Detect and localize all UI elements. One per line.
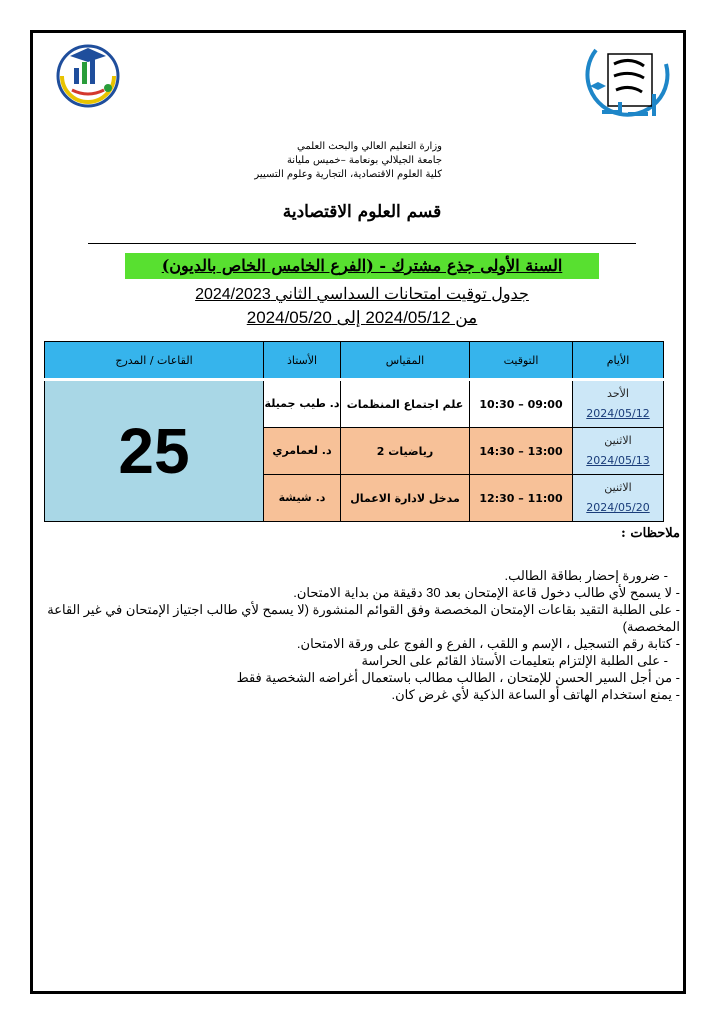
professor-cell: د. شيشة	[264, 475, 341, 522]
list-item: - لا يسمح لأي طالب دخول قاعة الإمتحان بعد 30 دقيقة من بداية الامتحان.	[293, 585, 680, 600]
notes-title: ملاحظات :	[621, 526, 680, 541]
list-item: - على الطلبة الإلتزام بتعليمات الأستاذ القائم على الحراسة	[361, 653, 668, 668]
period-title: من 2024/05/12 إلى 2024/05/20	[246, 308, 478, 327]
day-cell	[573, 428, 664, 475]
note-text: يمنع استخدام الهاتف أو الساعة الذكية لأي غرض كان.	[391, 687, 673, 702]
subject-cell: رياضيات 2	[341, 428, 470, 475]
header-time: التوقيت	[470, 342, 573, 380]
header-days: الأيام	[573, 342, 664, 380]
day-date: 2024/05/13	[586, 454, 650, 467]
list-item: - ضرورة إحضار بطاقة الطالب.	[504, 568, 668, 583]
header-subject: المقياس	[341, 342, 470, 380]
institution-header	[162, 140, 442, 182]
day-cell	[573, 475, 664, 522]
subject-cell: مدخل لادارة الاعمال	[341, 475, 470, 522]
list-item: - كتابة رقم التسجيل ، الإسم و اللقب ، الفرع و الفوج على ورقة الامتحان.	[296, 636, 680, 651]
exam-schedule-table	[44, 341, 664, 522]
schedule-title: جدول توقيت امتحانات السداسي الثاني 2024/2023	[195, 286, 529, 303]
day-name: الاثنين	[604, 434, 632, 447]
university-name: جامعة الجيلالي بونعامة –خميس مليانة	[286, 155, 442, 166]
note-text: لا يسمح لأي طالب دخول قاعة الإمتحان بعد 30 دقيقة من بداية الامتحان.	[293, 585, 673, 600]
header-professor: الأستاذ	[264, 342, 341, 380]
professor-cell: د. طيب جميلة	[264, 380, 341, 428]
notes-list	[44, 567, 680, 703]
list-item: - يمنع استخدام الهاتف أو الساعة الذكية لأي غرض كان.	[391, 687, 680, 702]
note-text: على الطلبة التقيد بقاعات الإمتحان المخصصة وفق القوائم المنشورة (لا يسمح لأي طالب اجتياز الإمتحان في غير القاعة المخصصة)	[47, 602, 680, 634]
day-cell	[573, 380, 664, 428]
ministry-name: وزارة التعليم العالي والبحث العلمي	[297, 141, 442, 152]
list-item: - من أجل السير الحسن للإمتحان ، الطالب مطالب باستعمال أغراضه الشخصية فقط	[236, 670, 680, 685]
note-text: على الطلبة الإلتزام بتعليمات الأستاذ القائم على الحراسة	[361, 653, 661, 668]
day-name: الأحد	[607, 387, 629, 400]
time-cell: 11:00 – 12:30	[470, 475, 573, 522]
faculty-emblem-icon	[52, 38, 124, 110]
time-cell: 13:00 – 14:30	[470, 428, 573, 475]
time-cell: 09:00 – 10:30	[470, 380, 573, 428]
list-item: - على الطلبة التقيد بقاعات الإمتحان المخصصة وفق القوائم المنشورة (لا يسمح لأي طالب اجتياز الإمتحان في غير القاعة المخصصة)	[47, 602, 680, 634]
note-text: من أجل السير الحسن للإمتحان ، الطالب مطالب باستعمال أغراضه الشخصية فقط	[236, 670, 673, 685]
day-date: 2024/05/20	[586, 501, 650, 514]
department-title: قسم العلوم الاقتصادية	[282, 202, 442, 222]
day-date: 2024/05/12	[586, 407, 650, 420]
day-name: الاثنين	[604, 481, 632, 494]
faculty-name: كلية العلوم الاقتصادية، التجارية وعلوم التسيير	[254, 169, 442, 180]
table-header-row	[45, 342, 664, 380]
header-hall: القاعات / المدرج	[45, 342, 264, 380]
subject-cell: علم اجتماع المنظمات	[341, 380, 470, 428]
professor-cell: د. لعمامري	[264, 428, 341, 475]
hall-cell: 25	[45, 380, 264, 522]
year-group-title: السنة الأولى جذع مشترك - (الفرع الخامس الخاص بالديون)	[125, 253, 599, 279]
table-row	[45, 380, 664, 428]
divider	[88, 243, 636, 244]
university-logo-icon	[582, 44, 678, 128]
note-text: ضرورة إحضار بطاقة الطالب.	[504, 568, 661, 583]
note-text: كتابة رقم التسجيل ، الإسم و اللقب ، الفرع و الفوج على ورقة الامتحان.	[296, 636, 673, 651]
